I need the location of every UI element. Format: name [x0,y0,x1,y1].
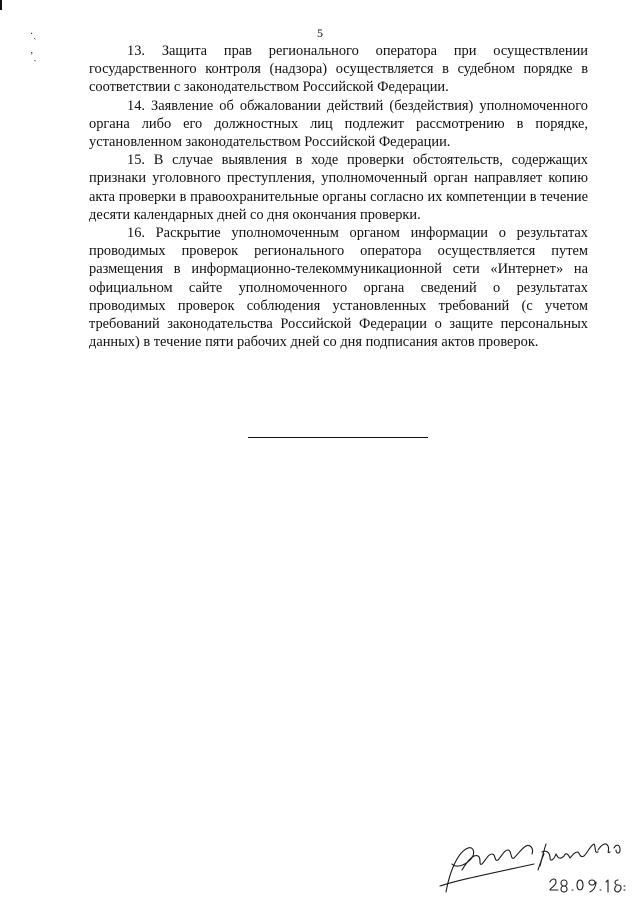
paragraph-16: 16. Раскрытие уполномоченным органом информации о результатах проводимых проверок регионального оператора осуществляется путем размещения в информационно-телекоммуникационной сети «Интернет» на официальном сайте уполномоченного органа сведений о результатах проводимых проверок соблюдения установленных требований (с учетом требований законодательства Российской Федерации о защите персональных данных) в течение пяти рабочих дней со дня подписания актов проверок. [89,225,588,351]
paragraph-13: 13. Защита прав регионального оператора при осуществлении государственного контроля (надзора) осуществляется в судебном порядке в соответствии с законодательством Российской Федерации. [89,43,588,96]
paragraph-15: 15. В случае выявления в ходе проверки обстоятельств, содержащих признаки уголовного преступления, уполномоченный орган направляет копию акта проверки в правоохранительные органы согласно их компетенции в течение десяти календарных дней со дня окончания проверки. [89,152,588,223]
section-divider [248,437,428,438]
handwritten-signature [438,830,628,900]
margin-mark-bottom: ’ˏ [30,51,37,62]
document-body [89,42,588,351]
scan-edge-mark [0,0,2,10]
paragraph-14: 14. Заявление об обжаловании действий (бездействия) уполномоченного органа либо его должностных лиц подлежит рассмотрению в порядке, установленном законодательством Российской Федерации. [89,97,588,151]
page-number: 5 [317,26,323,40]
margin-mark-top: ‧ˎ [30,29,37,40]
